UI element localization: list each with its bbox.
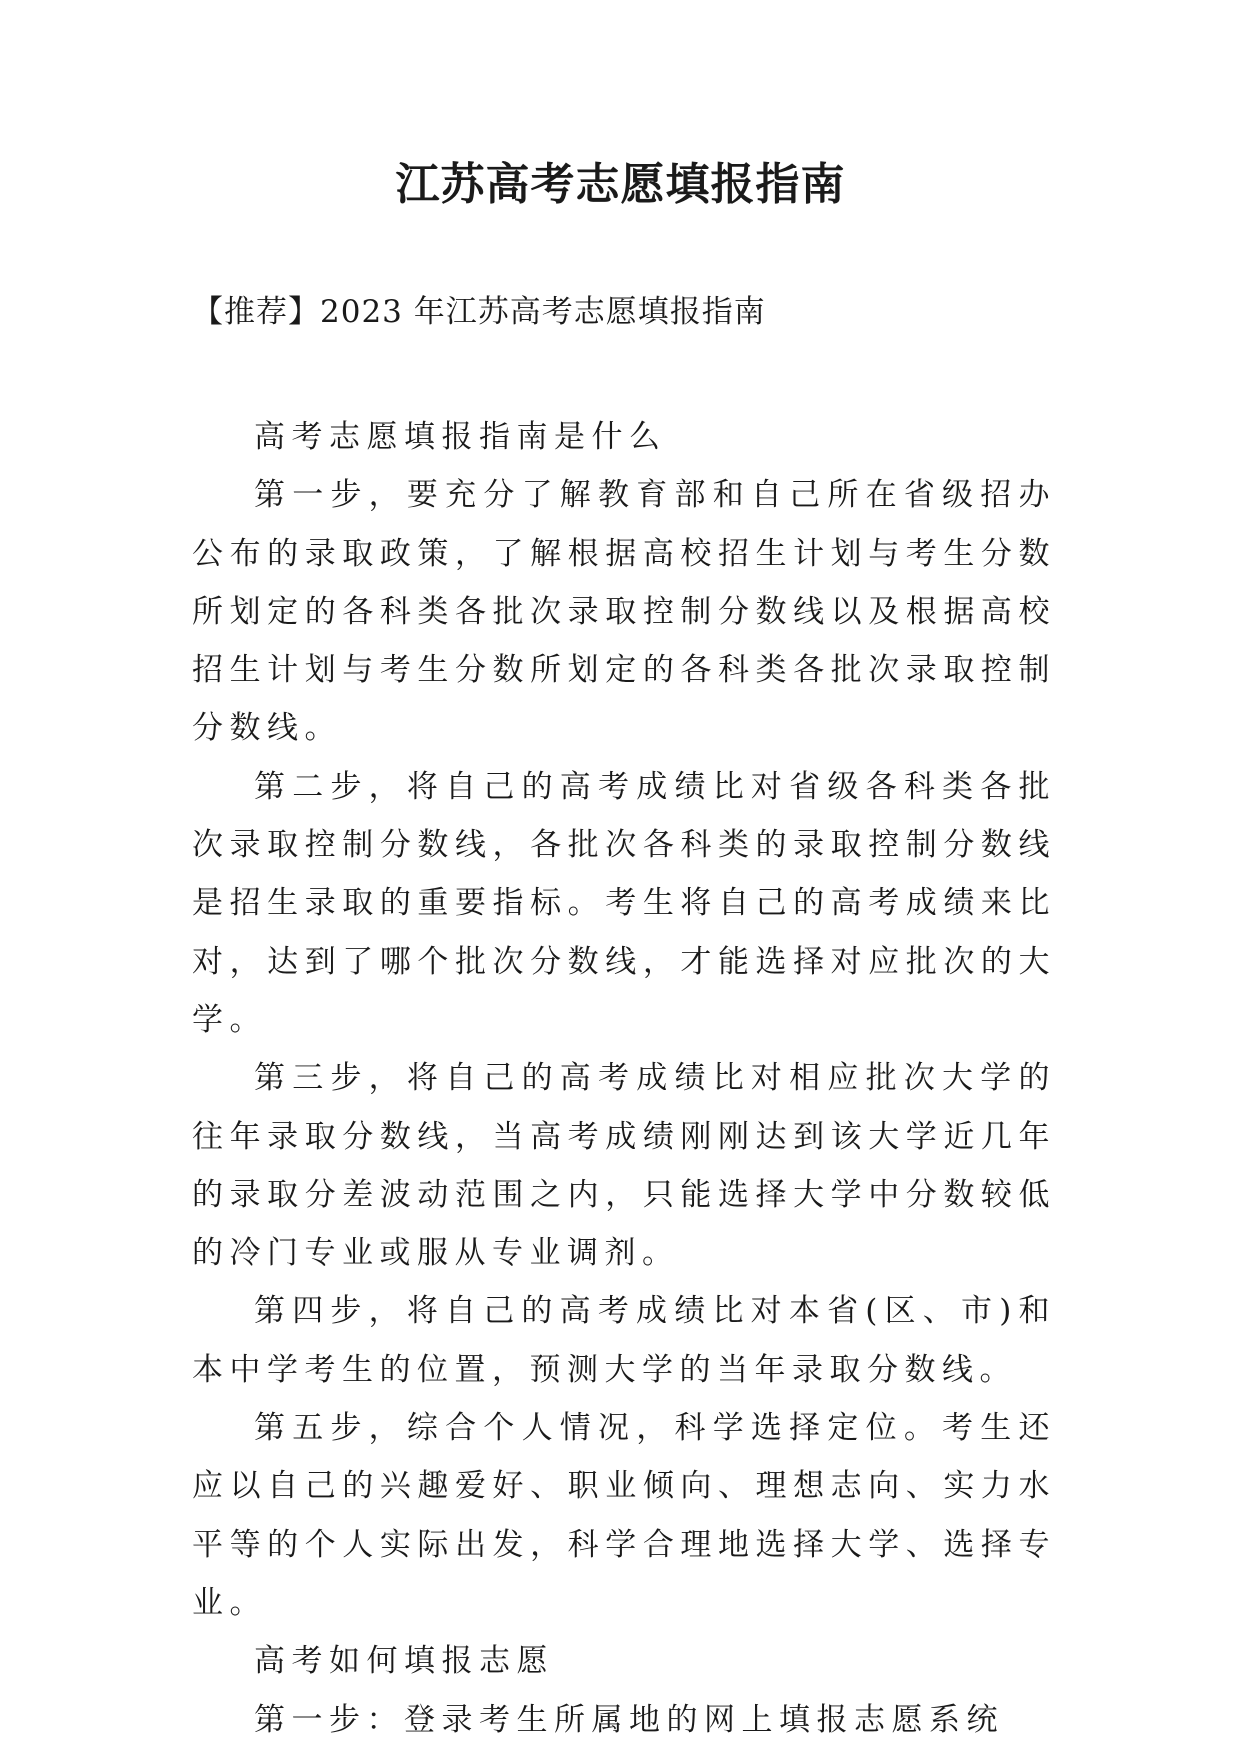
paragraph-step-1: 第一步，要充分了解教育部和自己所在省级招办公布的录取政策，了解根据高校招生计划与考生分数所划定的各科类各批次录取控制分数线以及根据高校招生计划与考生分数所划定的各科类各批次录取控制分数线。 (192, 477, 1056, 747)
document-body (192, 408, 1056, 1749)
document-title: 江苏高考志愿填报指南 (395, 159, 846, 210)
paragraph-step-5: 第五步，综合个人情况，科学选择定位。考生还应以自己的兴趣爱好、职业倾向、理想志向、实力水平等的个人实际出发，科学合理地选择大学、选择专业。 (192, 1410, 1056, 1621)
paragraph-apply-step-1: 第一步：登录考生所属地的网上填报志愿系统 (254, 1701, 1004, 1738)
paragraph-step-3: 第三步，将自己的高考成绩比对相应批次大学的往年录取分数线，当高考成绩刚刚达到该大学近几年的录取分差波动范围之内，只能选择大学中分数较低的冷门专业或服从专业调剂。 (192, 1060, 1056, 1272)
heading-what-is-guide: 高考志愿填报指南是什么 (254, 419, 667, 455)
heading-how-to-apply: 高考如何填报志愿 (254, 1643, 554, 1680)
document-subtitle: 【推荐】2023 年江苏高考志愿填报指南 (192, 294, 766, 330)
paragraph-step-4: 第四步，将自己的高考成绩比对本省(区、市)和本中学考生的位置，预测大学的当年录取分数线。 (192, 1293, 1056, 1388)
paragraph-step-2: 第二步，将自己的高考成绩比对省级各科类各批次录取控制分数线，各批次各科类的录取控制分数线是招生录取的重要指标。考生将自己的高考成绩来比对，达到了哪个批次分数线，才能选择对应批次的大学。 (192, 768, 1056, 1038)
